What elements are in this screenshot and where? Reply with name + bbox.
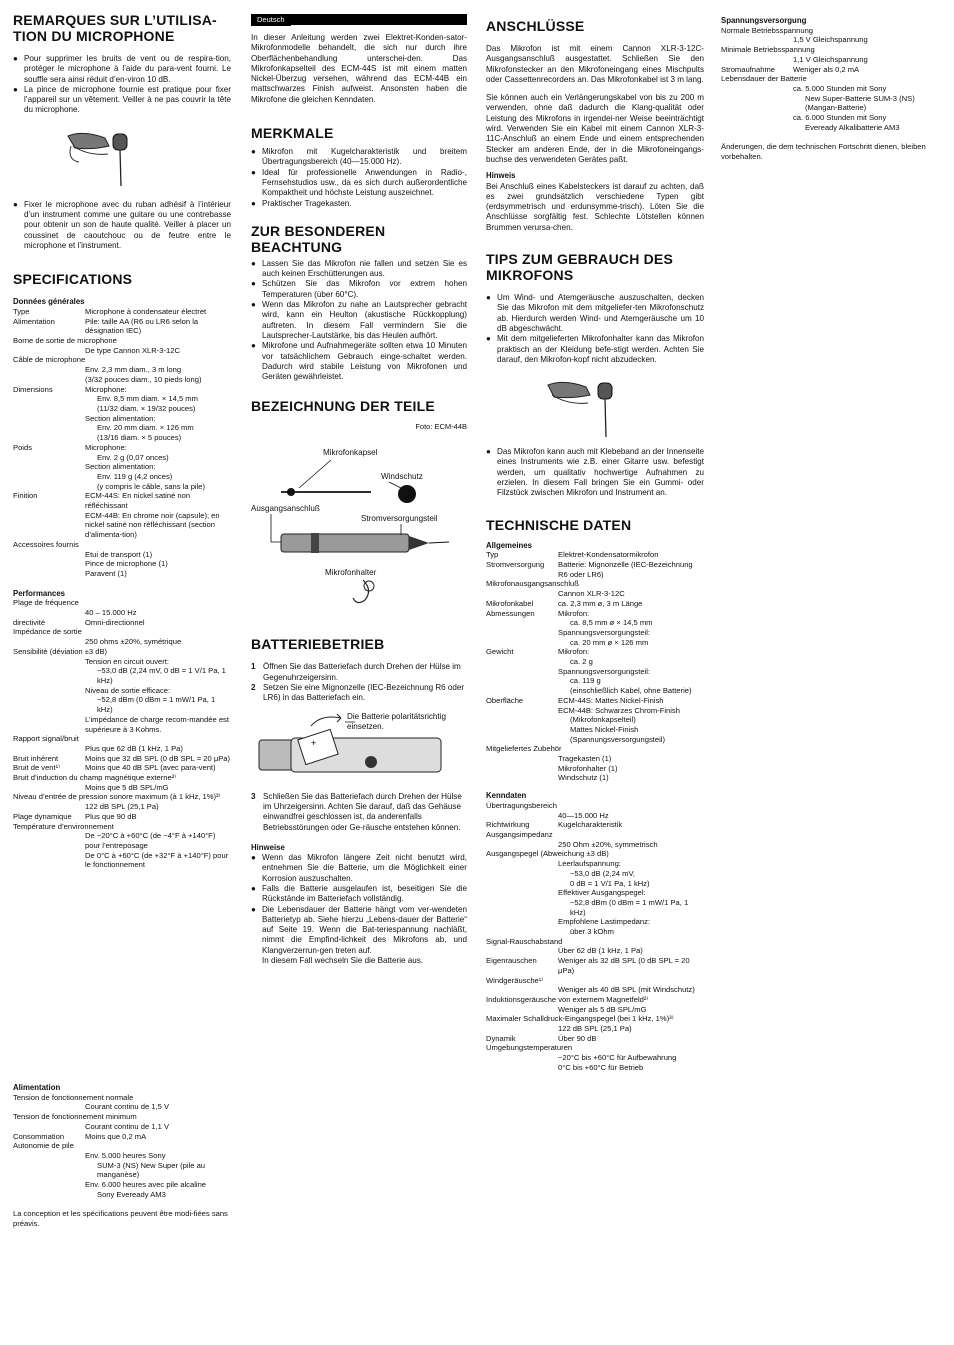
spec-row: Plage dynamique Plus que 90 dB xyxy=(13,811,137,821)
spec-label: Ausgangspegel (Abweichung ±3 dB) xyxy=(486,849,609,859)
battery-steps-1 xyxy=(251,662,467,703)
spec-label: Normale Betriebsspannung xyxy=(721,25,814,35)
spec-value: Effektiver Ausgangspegel: xyxy=(558,888,646,898)
list-item: ● Ideal für professionelle Anwendungen in Radio-, Fernsehstudios usw., da es sich durch außerordentliche Kompaktheit und höchste Leistung auszeichnet. xyxy=(251,168,467,199)
spec-value: ca. 119 g xyxy=(570,676,601,686)
spec-value: Paravent (1) xyxy=(85,568,127,578)
list-item: ● Praktischer Tragekasten. xyxy=(251,199,467,209)
spec-heading: Spannungsversorgung xyxy=(721,16,807,25)
spec-value: über 3 kOhm xyxy=(570,927,614,937)
svg-text:+: + xyxy=(311,737,317,748)
spec-row: Poids Microphone: xyxy=(13,442,127,452)
spec-value: Tension en circuit ouvert: xyxy=(85,656,169,666)
spec-value: (3/32 pouces diam., 10 pieds long) xyxy=(85,374,202,384)
spec-row: directivité Omni-directionnel xyxy=(13,617,145,627)
spec-label: Autonomie de pile xyxy=(13,1141,74,1151)
spec-value: −52,8 dBm (0 dBm = 1 mW/1 Pa, 1 kHz) xyxy=(97,695,216,715)
spec-row: Mikrofonkabel ca. 2,3 mm ø, 3 m Länge xyxy=(486,598,643,608)
spec-value: Weniger als 40 dB SPL (mit Windschutz) xyxy=(558,985,695,995)
list-item: 3 Schließen Sie das Batteriefach durch Drehen der Hülse im Uhrzeigersinn. Achten Sie darauf, daß das Gehäuse einwandfrei geschlossen ist, da anderenfalls Betriebsstörungen oder Ge-räusche entstehen können. xyxy=(251,791,462,832)
hinweise-end: In diesem Fall wechseln Sie die Batterie aus. xyxy=(262,956,424,966)
spec-row: Stromversorgung Batterie: Mignonzelle (IEC-Bezeichnung R6 oder LR6) xyxy=(486,560,693,579)
anschluesse-p1: Das Mikrofon ist mit einem Cannon XLR-3-12C-Ausgangsanschluß ausgestattet. Schließen Sie den Mikrofonstecker an den Mikrofoneingang eines Mischpults oder Cassettenrecorders an. Das Mikrofonkabel ist 3 m lang. xyxy=(486,44,704,84)
remarques-list xyxy=(13,54,231,116)
spec-value: (Mikrofonkapselteil) xyxy=(570,715,636,725)
instrument-list xyxy=(13,200,231,251)
list-item: ● Um Wind- und Atemgeräusche auszuschalten, decken Sie das Mikrofon mit dem mitgeliefer-ten Mikrofonschutz ab. Hierdurch werden Wind- und Atemgeräusche um 10 dB abgeschwächt. xyxy=(486,293,704,334)
spec-heading: Allgemeines xyxy=(486,540,532,550)
spec-label: Tension de fonctionnement normale xyxy=(13,1092,134,1102)
spec-value: ECM-44B: Schwarzes Chrom-Finish xyxy=(558,705,680,715)
spec-label: Borne de sortie de microphone xyxy=(13,336,117,346)
tips-list-1 xyxy=(486,293,704,365)
spec-label: Sensibilité (déviation ±3 dB) xyxy=(13,646,108,656)
mic-clip-illustration-de xyxy=(486,365,704,447)
spec-value: −20°C bis +60°C für Aufbewahrung xyxy=(558,1053,677,1063)
spec-value: 122 dB SPL (25,1 Pa) xyxy=(558,1024,632,1034)
spec-value: Courant continu de 1,1 V xyxy=(85,1121,170,1131)
footer-note: Änderungen, die dem technischen Fortschritt dienen, bleiben vorbehalten. xyxy=(721,142,926,162)
spec-row: Type Microphone à condensateur électret xyxy=(13,306,207,316)
spec-label: Lebensdauer der Batterie xyxy=(721,74,807,84)
spec-value: Section alimentation: xyxy=(85,462,156,472)
spec-value: Weniger als 5 dB SPL/mG xyxy=(558,1004,647,1014)
spec-value: Spannungsversorgungsteil: xyxy=(558,627,651,637)
spec-table-de xyxy=(486,541,704,1073)
spec-label: Bruit d’induction du champ magnétique externe²⁾ xyxy=(13,773,177,783)
spec-value: Über 62 dB (1 kHz, 1 Pa) xyxy=(558,946,643,956)
column-german-3 xyxy=(721,0,943,162)
battery-steps-2 xyxy=(251,792,467,833)
spec-value: 0°C bis +60°C für Betrieb xyxy=(558,1062,644,1072)
remarques-title: REMARQUES SUR L’UTILISA-TION DU MICROPHONE xyxy=(13,12,217,44)
spec-value: Section alimentation: xyxy=(85,413,156,423)
spec-row: Typ Elektret-Kondensatormikrofon xyxy=(486,550,659,560)
spec-value: ECM-44B: En chrome noir (capsule); en nickel satiné non réfléchissant (section d’alimenta-tion) xyxy=(85,510,220,540)
spec-label: Accessoires fournis xyxy=(13,539,79,549)
spec-row: Abmessungen Mikrofon: xyxy=(486,608,590,618)
list-item: ● Pour supprimer les bruits de vent ou de respira-tion, protéger le microphone à l’aide du para-vent fourni. Le souffle sera ainsi réduit d’en-viron 10 dB. xyxy=(13,54,231,85)
spec-value: −53,0 dB (2,24 mV, xyxy=(570,868,635,878)
spec-value: Pince de microphone (1) xyxy=(85,559,168,569)
spec-value: SUM-3 (NS) New Super (pile au manganèse) xyxy=(97,1160,206,1180)
spec-table-fr xyxy=(13,297,231,870)
anschluesse-title: ANSCHLÜSSE xyxy=(486,18,585,34)
spec-value: (einschließlich Kabel, ohne Batterie) xyxy=(570,686,692,696)
spec-value: 1,1 V Gleichspannung xyxy=(793,54,868,64)
beachtung-list xyxy=(251,259,467,383)
spec-row: Oberfläche ECM-44S: Mattes Nickel-Finish xyxy=(486,695,664,705)
spec-value: Tragekasten (1) xyxy=(558,754,612,764)
spec-row: Consommation Moins que 0,2 mA xyxy=(13,1131,147,1141)
spec-value: (13/16 diam. × 5 pouces) xyxy=(97,433,182,443)
spec-label: Rapport signal/bruit xyxy=(13,734,79,744)
list-item: ● Falls die Batterie ausgelaufen ist, beseitigen Sie die Rückstände im Batteriefach vollständig. xyxy=(251,884,467,905)
spec-label: Minimale Betriebsspannung xyxy=(721,45,815,55)
spec-row: Gewicht Mikrofon: xyxy=(486,647,590,657)
spec-row: Bruit de vent¹⁾ Moins que 40 dB SPL (avec para-vent) xyxy=(13,763,216,773)
photo-caption: Foto: ECM-44B xyxy=(415,422,467,432)
teile-title: BEZEICHNUNG DER TEILE xyxy=(251,398,435,415)
spec-value: 1,5 V Gleichspannung xyxy=(793,35,868,45)
spec-row: Dimensions Microphone: xyxy=(13,384,127,394)
spec-value: 122 dB SPL (25,1 Pa) xyxy=(85,802,159,812)
spec-row: Finition ECM-44S: En nickel satiné non réfléchissant xyxy=(13,491,191,511)
spec-value: ca. 2 g xyxy=(570,657,593,667)
spec-value: Sony Eveready AM3 xyxy=(97,1189,166,1199)
spec-value: 40—15.000 Hz xyxy=(558,810,609,820)
battery-illustration xyxy=(251,704,467,792)
specifications-title: SPECIFICATIONS xyxy=(13,271,133,288)
spec-value: (Spannungsversorgungsteil) xyxy=(570,734,665,744)
list-item: ● La pince de microphone fournie est pratique pour fixer l’appareil sur un vêtement. Veiller à ne pas couvrir la tête du microphone. xyxy=(13,85,231,116)
spec-value: Plus que 62 dB (1 kHz, 1 Pa) xyxy=(85,743,183,753)
spec-value: −52,8 dBm (0 dBm = 1 mW/1 Pa, 1 kHz) xyxy=(570,897,689,917)
spec-value: Env. 8,5 mm diam. × 14,5 mm xyxy=(97,394,198,404)
spec-value: De type Cannon XLR-3-12C xyxy=(85,345,180,355)
spec-label: Niveau d’entrée de pression sonore maximum (à 1 kHz, 1%)³⁾ xyxy=(13,792,221,802)
spec-value: Moins que 5 dB SPL/mG xyxy=(85,782,169,792)
list-item: ● Schützen Sie das Mikrofon vor extrem hohen Temperaturen (über 60°C). xyxy=(251,279,467,300)
spec-value: ca. 5.000 Stunden mit Sony xyxy=(793,83,887,93)
tips-list-2 xyxy=(486,447,704,498)
list-item: ● Mit dem mitgelieferten Mikrofonhalter kann das Mikrofon praktisch an der Kleidung befe-stigt werden. Achten Sie darauf, den Mikrofon-kopf nicht abzudecken. xyxy=(486,334,704,365)
spec-value: (y compris le câble, sans la pile) xyxy=(97,481,206,491)
spec-value: Env. 5.000 heures Sony xyxy=(85,1150,166,1160)
spec-value: Env. 20 mm diam. × 126 mm xyxy=(97,423,194,433)
hinweise-list xyxy=(251,853,467,956)
spec-label: Plage de fréquence xyxy=(13,598,79,608)
spec-label: Übertragungsbereich xyxy=(486,800,557,810)
spec-value: 40 – 15.000 Hz xyxy=(85,608,137,618)
spec-value: Cannon XLR-3-12C xyxy=(558,589,625,599)
column-german-2 xyxy=(486,0,704,1073)
spec-label: Maximaler Schalldruck-Eingangspegel (bei 1 kHz, 1%)³⁾ xyxy=(486,1014,674,1024)
spec-value: 0 dB = 1 V/1 Pa, 1 kHz) xyxy=(570,878,650,888)
label-windschutz: Windschutz xyxy=(381,472,423,482)
spec-value: (11/32 diam. × 19/32 pouces) xyxy=(97,404,196,413)
spec-value: Mattes Nickel-Finish xyxy=(570,724,639,734)
spec-value: 250 Ohm ±20%, symmetrisch xyxy=(558,839,658,849)
beachtung-title: ZUR BESONDEREN BEACHTUNG xyxy=(251,222,386,255)
label-stromversorgungsteil: Stromversorgungsteil xyxy=(361,514,438,524)
list-item: ● Wenn das Mikrofon zu nahe an Lautsprecher gebracht wird, kann ein Heulton (akustische Rückkopplung) auftreten. In diesem Fall vermindern Sie die Lautsprecher-Lautstärke, bis das Heulen aufhört. xyxy=(251,300,467,341)
spec-value: L’impédance de charge recom-mandée est supérieure à 3 Kohms. xyxy=(85,714,229,734)
spec-value: Courant continu de 1,5 V xyxy=(85,1102,170,1112)
spec-value: De 0°C à +60°C (de +32°F à +140°F) pour le fonctionnement xyxy=(85,850,229,870)
spec-value: Empfohlene Lastimpedanz: xyxy=(558,917,651,927)
tech-title: TECHNISCHE DATEN xyxy=(486,516,632,533)
footer-note: La conception et les spécifications peuvent être modi-fiées sans préavis. xyxy=(13,1209,228,1229)
spec-value: (Mangan-Batterie) xyxy=(805,103,867,113)
spec-value: Mikrofonhalter (1) xyxy=(558,763,618,773)
spec-value: ca. 6.000 Stunden mit Sony xyxy=(793,113,887,123)
label-mikrofonhalter: Mikrofonhalter xyxy=(325,568,377,578)
spec-value: 250 ohms ±20%, symétrique xyxy=(85,637,182,647)
spec-heading: Données générales xyxy=(13,297,85,307)
spec-label: Température d’environnement xyxy=(13,821,114,831)
hinweis-title: Hinweis xyxy=(486,171,516,181)
hinweis-paragraph: Bei Anschluß eines Kabelsteckers ist darauf zu achten, daß es zwei grundsätzlich verschiedene Typen gibt (erdsymmetrisch und erdunsymme-trisch). Löten Sie die Anschlüsse sorgfältig fest. Schlechte Lötstellen können Brummen verursa-chen. xyxy=(486,181,704,232)
column-german-1 xyxy=(251,0,467,966)
spec-label: Ausgangsimpedanz xyxy=(486,830,553,839)
spec-value: Env. 119 g (4,2 onces) xyxy=(97,471,173,481)
spec-value: De −20°C à +60°C (de −4°F à +140°F) pour l’entreposage xyxy=(85,831,216,850)
label-mikrofonkapsel: Mikrofonkapsel xyxy=(323,448,378,458)
list-item: ● Mikrofone und Aufnahmegeräte sollten etwa 10 Minuten vor tatsächlichem Gebrauch einge-schaltet werden. Dadurch wird stabile Leistung von Mikrofonen und Geräten gewährleistet. xyxy=(251,341,467,382)
spec-value: Etui de transport (1) xyxy=(85,549,153,559)
spec-value: Env. 2 g (0,07 onces) xyxy=(97,452,169,462)
tips-title: TIPS ZUM GEBRAUCH DES MIKROFONS xyxy=(486,251,673,284)
spec-row: Richtwirkung Kugelcharakteristik xyxy=(486,820,623,830)
spec-heading: Kenndaten xyxy=(486,791,527,801)
spec-label: Impédance de sortie xyxy=(13,627,82,637)
language-tab: Deutsch xyxy=(251,14,291,26)
merkmale-title: MERKMALE xyxy=(251,125,334,142)
list-item: ● Wenn das Mikrofon längere Zeit nicht benutzt wird, entnehmen Sie die Batterie, um die Möglichkeit einer Korrosion auszuschalten. xyxy=(251,853,467,884)
label-ausgangsanschluss: Ausgangsanschluß xyxy=(251,504,320,514)
spec-label: Induktionsgeräusche von externem Magnetfeld²⁾ xyxy=(486,994,649,1004)
list-item: ● Mikrofon mit Kugelcharakteristik und breitem Übertragungsbereich (40—15.000 Hz). xyxy=(251,147,467,168)
list-item: 1 Öffnen Sie das Batteriefach durch Drehen der Hülse im Gegenuhrzeigersinn. xyxy=(251,662,461,682)
spec-heading: Performances xyxy=(13,588,66,598)
spec-value: Windschutz (1) xyxy=(558,773,609,783)
spec-value: Spannungsversorgungsteil: xyxy=(558,666,651,676)
list-item: 2 Setzen Sie eine Mignonzelle (IEC-Bezeichnung R6 oder LR6) in das Batteriefach ein. xyxy=(251,683,465,703)
spec-value: Env. 2,3 mm diam., 3 m long xyxy=(85,365,182,375)
spec-label: Windgeräusche¹⁾ xyxy=(486,975,544,985)
hinweise-title: Hinweise xyxy=(251,842,285,852)
list-item: ● Die Lebensdauer der Batterie hängt vom ver-wendeten Batterietyp ab. Siehe hierzu „Lebens-dauer der Batterie“ auf Seite 19. Wenn die Bat-teriespannung nachläßt, nimmt die Empfind-lichkeit des Mikrofons ab, und Klangverzerrun-gen treten auf. xyxy=(251,905,467,956)
list-item: ● Lassen Sie das Mikrofon nie fallen und setzen Sie es auch keinen Erschütterungen aus. xyxy=(251,259,467,280)
spec-label: Umgebungstemperaturen xyxy=(486,1043,573,1053)
spec-label: Signal-Rauschabstand xyxy=(486,936,563,946)
spec-value: Env. 6.000 heures avec pile alcaline xyxy=(85,1180,207,1190)
spec-value: −53,0 dB (2,24 mV, 0 dB = 1 V/1 Pa, 1 kHz) xyxy=(97,666,226,685)
alimentation-block xyxy=(13,1083,231,1229)
spec-row: Dynamik Über 90 dB xyxy=(486,1033,597,1043)
spec-value: New Super-Batterie SUM-3 (NS) xyxy=(805,93,915,103)
mic-clip-illustration xyxy=(13,116,231,200)
spec-label: Mitgeliefertes Zubehör xyxy=(486,744,562,754)
spec-value: ca. 8,5 mm ø × 14,5 mm xyxy=(570,618,653,628)
battery-note: Die Batterie polaritätsrichtig einsetzen. xyxy=(347,711,446,731)
spec-label: Tension de fonctionnement minimum xyxy=(13,1112,137,1122)
list-item: ● Fixer le microphone avec du ruban adhésif à l’intérieur d’un instrument comme une guitare ou une contrebasse pour obtenir un son de haute qualité. Veiller à placer un coussinet de caoutchouc ou de feutre entre le microphone et l’instrument. xyxy=(13,200,231,251)
spec-value: Leerlaufspannung: xyxy=(558,859,621,869)
spec-value: Eveready Alkalibatterie AM3 xyxy=(805,122,900,132)
language-bar xyxy=(251,14,467,25)
spec-value: Niveau de sortie efficace: xyxy=(85,685,171,695)
spec-label: Câble de microphone xyxy=(13,355,86,365)
spec-heading: Alimentation xyxy=(13,1083,61,1092)
spec-row: Bruit inhérent Moins que 32 dB SPL (0 dB SPL = 20 μPa) xyxy=(13,753,231,763)
merkmale-list xyxy=(251,147,467,209)
spec-label: Mikrofonausgangsanschluß xyxy=(486,579,579,589)
anschluesse-p2: Sie können auch ein Verlängerungskabel von bis zu 200 m verwenden, ohne daß dadurch die Klang-qualität oder Leistung des Mikrofons in irgendei-ner Weise beeinträchtigt wird. Verwenden Sie ein Kabel mit einem Cannon XLR-3-11C-Anschluß an einem Ende und einem entsprechenden Stecker am anderen Ende, der in die Mikrofoneingangs-buchse des verwendeten Gerätes paßt. xyxy=(486,93,704,164)
spec-value: ca. 20 mm ø × 126 mm xyxy=(570,637,649,647)
spec-row: Eigenrauschen Weniger als 32 dB SPL (0 dB SPL = 20 μPa) xyxy=(486,956,690,975)
spec-row: Stromaufnahme Weniger als 0,2 mA xyxy=(721,64,860,74)
batterie-title: BATTERIEBETRIEB xyxy=(251,636,385,653)
intro-paragraph: In dieser Anleitung werden zwei Elektret-Konden-sator-Mikrofonmodelle behandelt, die sich nur durch ihre Oberflächenbehandlung unterschei-den. Das Mikrofonkapselteil des ECM-44S ist mit einem matten Nickel-Überzug versehen, während das ECM-44B ein mattschwarzes Finish aufweist. Ansonsten haben die Mikrofone die gleichen Kenndaten. xyxy=(251,33,467,104)
column-french xyxy=(13,0,231,1229)
parts-diagram xyxy=(251,414,467,636)
list-item: ● Das Mikrofon kann auch mit Klebeband an der Innenseite eines Instruments wie z.B. einer Gitarre usw. befestigt werden, um qualitativ hochwertige Aufnahmen zu erzielen. In diesem Fall bringen Sie ein Gummi- oder Filzstück zwischen Mikrofon und Instrument an. xyxy=(486,447,704,498)
spec-row: Alimentation Pile: taille AA (R6 ou LR6 selon la désignation IEC) xyxy=(13,316,199,336)
